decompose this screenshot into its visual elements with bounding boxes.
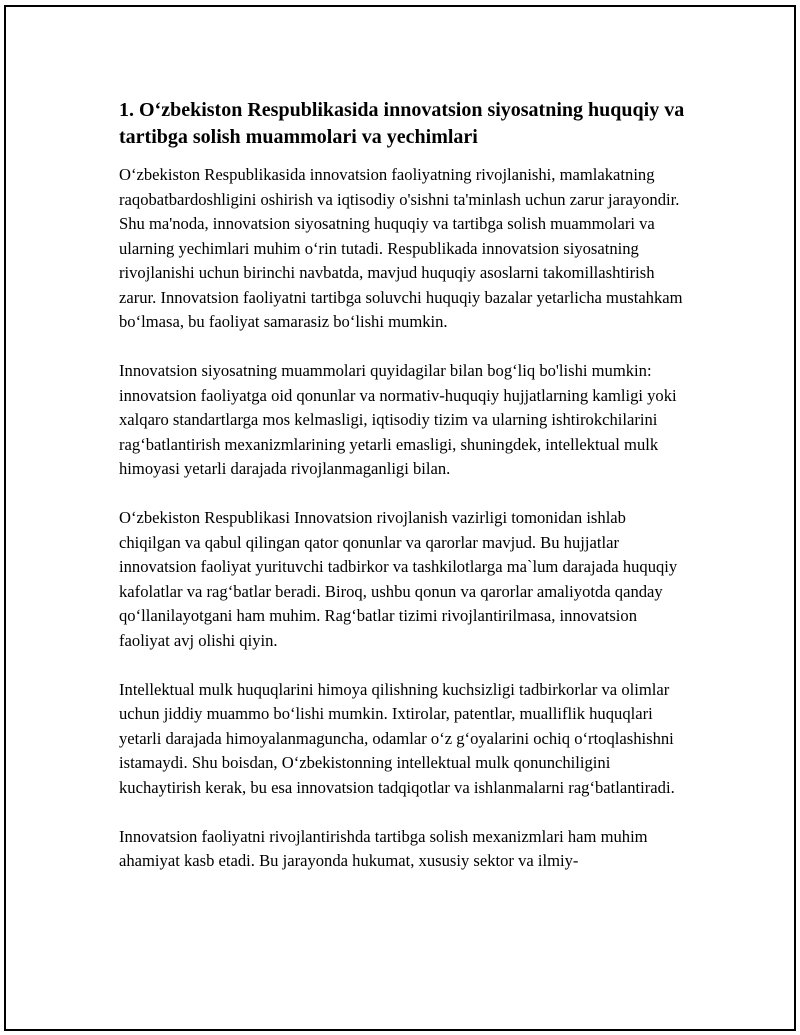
- document-content: [119, 97, 689, 898]
- paragraph-4: Intellektual mulk huquqlarini himoya qilishning kuchsizligi tadbirkorlar va olimlar uchun jiddiy muammo bo‘lishi mumkin. Ixtirolar, patentlar, mualliflik huquqlari yetarli darajada himoyalanmaguncha, odamlar o‘z g‘oyalarini ochiq o‘rtoqlashishni istamaydi. Shu boisdan, O‘zbekistonning intellektual mulk qonunchiligini kuchaytirish kerak, bu esa innovatsion tadqiqotlar va ishlanmalarni rag‘batlantiradi.: [119, 679, 675, 797]
- document-page: [4, 5, 796, 1031]
- paragraph-1: O‘zbekiston Respublikasida innovatsion faoliyatning rivojlanishi, mamlakatning raqobatbardoshligini oshirish va iqtisodiy o'sishni ta'minlash uchun zarur jarayondir. Shu ma'noda, innovatsion siyosatning huquqiy va tartibga solish muammolari va ularning yechimlari muhim o‘rin tutadi. Respublikada innovatsion siyosatning rivojlanishi uchun birinchi navbatda, mavjud huquqiy asoslarni takomillashtirish zarur. Innovatsion faoliyatni tartibga soluvchi huquqiy bazalar yetarlicha mustahkam bo‘lmasa, bu faoliyat samarasiz bo‘lishi mumkin.: [119, 165, 683, 331]
- paragraph-3: O‘zbekiston Respublikasi Innovatsion rivojlanish vazirligi tomonidan ishlab chiqilgan va qabul qilingan qator qonunlar va qarorlar mavjud. Bu hujjatlar innovatsion faoliyat yurituvchi tadbirkor va tashkilotlarga ma`lum darajada huquqiy kafolatlar va rag‘batlar beradi. Biroq, ushbu qonun va qarorlar amaliyotda qanday qo‘llanilayotgani ham muhim. Rag‘batlar tizimi rivojlantirilmasa, innovatsion faoliyat avj olishi qiyin.: [119, 508, 678, 650]
- document-title: 1. O‘zbekiston Respublikasida innovatsion siyosatning huquqiy va tartibga solish muammolari va yechimlari: [119, 99, 685, 148]
- paragraph-5: Innovatsion faoliyatni rivojlantirishda tartibga solish mexanizmlari ham muhim ahamiyat kasb etadi. Bu jarayonda hukumat, xususiy sektor va ilmiy-: [119, 826, 648, 870]
- paragraph-2: Innovatsion siyosatning muammolari quyidagilar bilan bog‘liq bo'lishi mumkin: innovatsion faoliyatga oid qonunlar va normativ-huquqiy hujjatlarning kamligi yoki xalqaro standartlarga mos kelmasligi, iqtisodiy tizim va ularning ishtirokchilarini rag‘batlantirish mexanizmlarining yetarli emasligi, shuningdek, intellektual mulk himoyasi yetarli darajada rivojlanmaganligi bilan.: [119, 361, 677, 478]
